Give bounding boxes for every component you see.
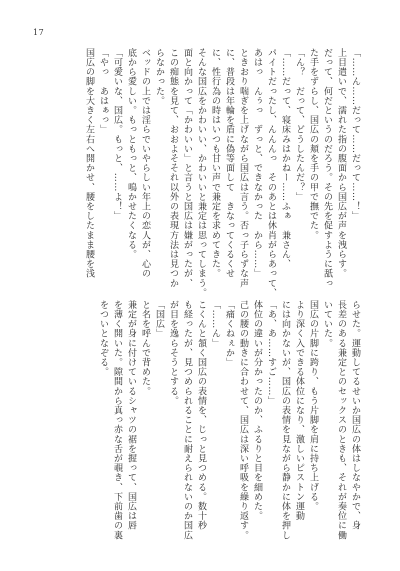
text-line: いていた。	[322, 300, 332, 348]
text-line: 「痛くねぇか」	[224, 300, 234, 368]
text-line: 国広の脚を大きく左右へ開かせ、腰をしたまま腰を浅	[84, 48, 94, 279]
text-line: こくんと頷く国広の表情を、じっと見つめる。数十秒	[196, 300, 206, 531]
text-block-bottom	[96, 300, 362, 542]
text-line: 「……ん……だって……だって……！」	[350, 48, 360, 221]
text-line: 面と向かって「かわいい」と言うと国広は嫌がったが、	[182, 48, 192, 288]
text-line: に、普段は年輪を盾に偽等面して きなってくるくせ	[224, 48, 234, 279]
text-line: 体位の違いが分かったのか、ふるりと目を細めた。	[252, 300, 262, 521]
text-line: 己の腰の動きに合わせて、国広は深い呼吸を繰り返す。	[238, 300, 248, 540]
text-line: をついとなぞる。	[98, 300, 108, 377]
text-line: だって、何だというのだろう。その先を促すように舐っ	[322, 48, 332, 288]
text-line: らなかった。	[154, 48, 164, 106]
text-line: ベッドの上では淫らでいやらしい年上の恋人が、心の	[140, 48, 150, 279]
text-line: た手をずらし、国広の頬を手の甲で撫でた。	[308, 48, 318, 240]
text-line: パイトだったし、んんんっ そのあとは休肖がらあって、	[266, 48, 276, 298]
text-line: 「可愛いな、国広。もっと、……よ！」	[112, 48, 122, 221]
text-line: 「……だって、寝床みはかねー……ふぁ 兼さん、	[280, 48, 290, 269]
text-line: この痴態を見て、おおよそそれ以外の表現方法は見つか	[168, 48, 178, 288]
text-block-top	[82, 48, 362, 298]
page-number: 17	[33, 28, 45, 37]
text-line: には向かないが、国広の表情を見ながら静かに体を押し	[280, 300, 290, 540]
text-line: 底から愛しい。もっともっと、鳴かせたくなる。	[126, 48, 136, 260]
text-line: 兼定が身に付けているシャツの裾を握って、国広は唇	[126, 300, 136, 531]
text-line: と名を呼んで背めた。	[140, 300, 150, 396]
text-line: を薄く開いた。隙間から真っ赤な舌が覗き、下前歯の裏	[112, 300, 122, 540]
text-line: 上目遣いで、濡れた指の腹面から国広が声を洩らす。	[336, 48, 346, 279]
text-line: も経ったが、見つめられることに耐えられないのか国広	[182, 300, 192, 540]
text-line: 「ん？ だって、どうしたんだ？」	[294, 48, 304, 202]
text-line: 「……ん」	[210, 300, 220, 348]
text-line: 国広の片脚に跨り、もう片脚を肩に持ち上げる。	[308, 300, 318, 512]
text-line: あはっ んぅっ ずっと、できなかった から……」	[252, 48, 262, 279]
text-line: が目を逸らそうとする。	[168, 300, 178, 406]
text-line: 「国広」	[154, 300, 164, 339]
text-line: そんな国広をかわいい、かわいいと兼定は思ってしまう。	[196, 48, 206, 298]
text-line: 長差のある兼定とのセックスのときも、それが奏位に働	[336, 300, 346, 540]
text-line: ときおり喘ぎを上げながら国広は言う。否っ子らずな声	[238, 48, 248, 288]
text-line: 「やっ あはぁっ」	[98, 48, 108, 135]
text-line: に、性行為の時はいつも甘い声で兼定を求めてきた。	[210, 48, 220, 279]
text-line: より深く入できる体位になり、激しいピストン運動	[294, 300, 304, 521]
text-line: 「あ、あ……すご……」	[266, 300, 276, 406]
text-line: らせた。運動してるせいか国広の体はしなやかで、身	[350, 300, 360, 531]
